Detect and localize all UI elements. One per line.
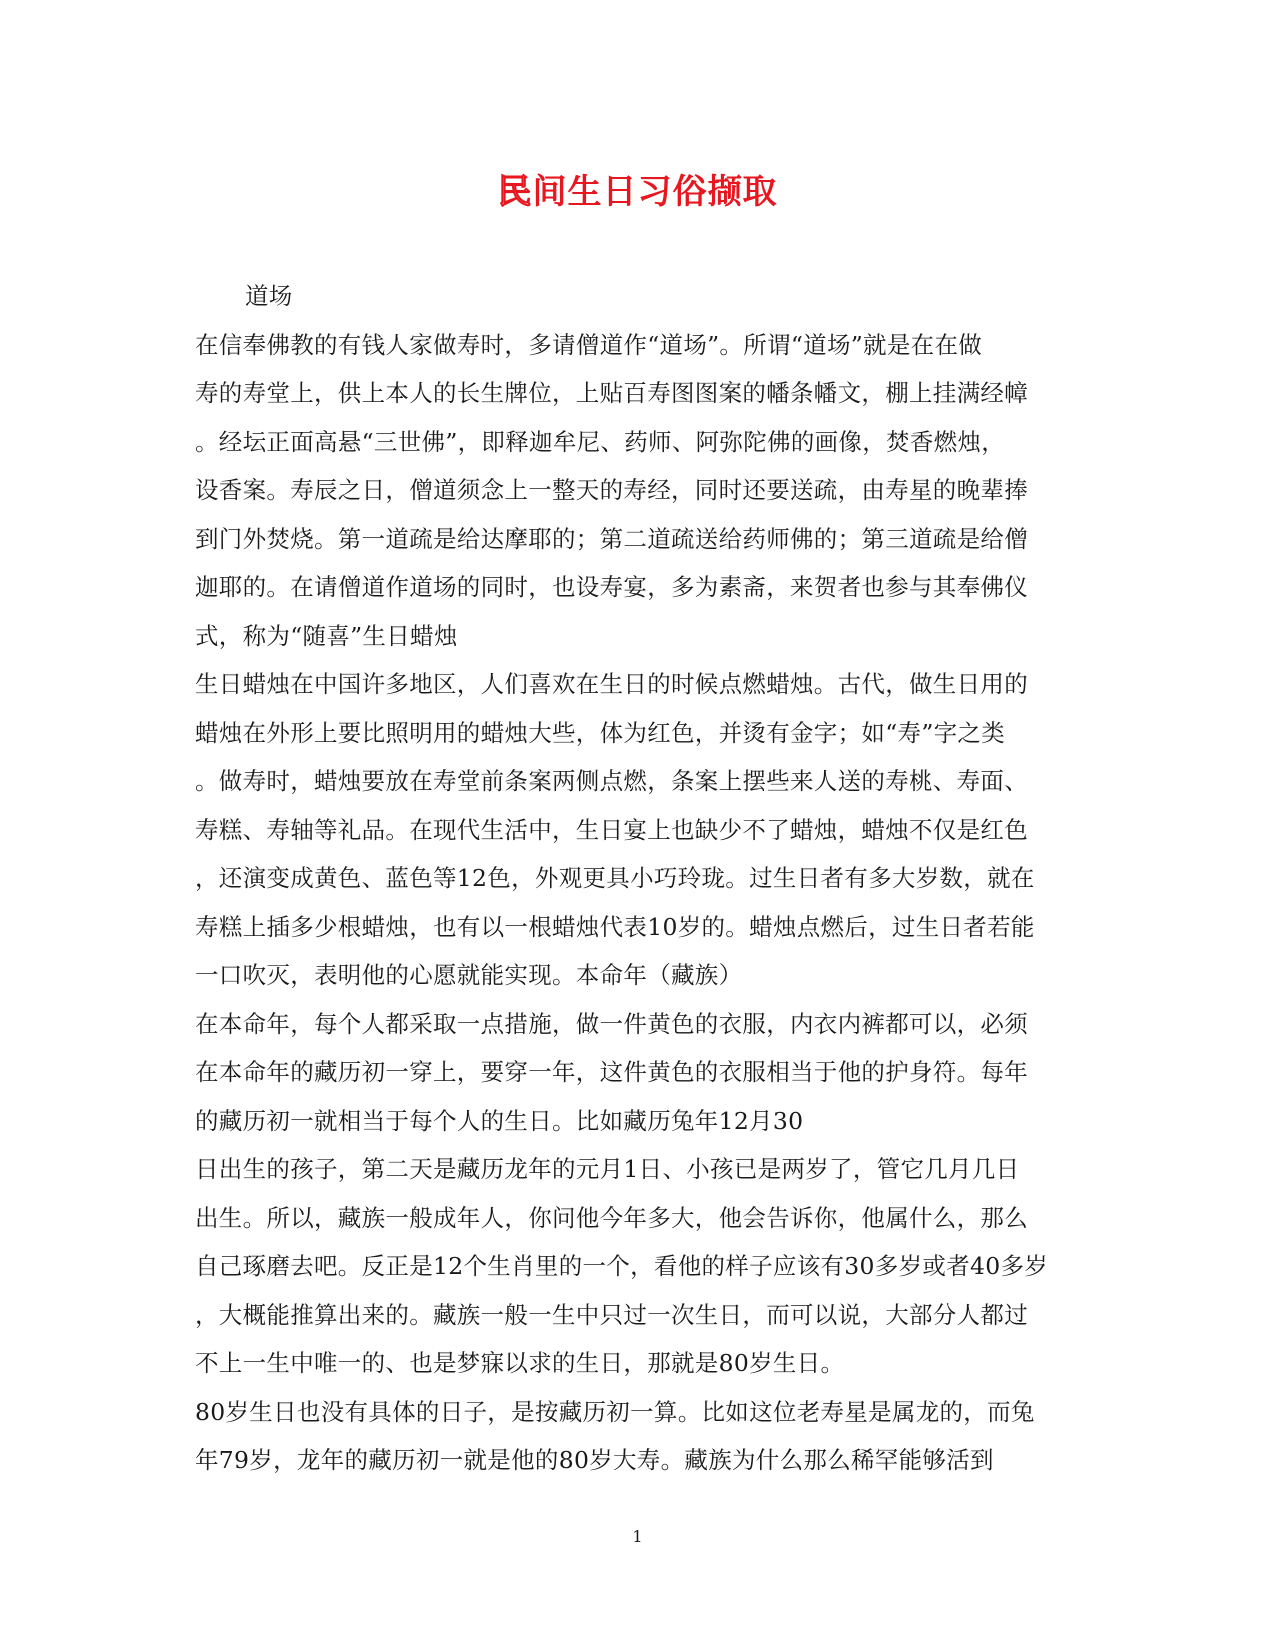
text-line: 蜡烛在外形上要比照明用的蜡烛大些，体为红色，并烫有金字；如“寿”字之类 xyxy=(195,718,1006,747)
text-line: 寿的寿堂上，供上本人的长生牌位，上贴百寿图图案的幡条幡文，棚上挂满经幛 xyxy=(195,379,1028,407)
text-line: 。经坛正面高悬“三世佛”，即释迦牟尼、药师、阿弥陀佛的画像，焚香燃烛， xyxy=(195,427,1006,456)
text-line: ，还演变成黄色、蓝色等12色，外观更具小巧玲珑。过生日者有多大岁数，就在 xyxy=(195,864,1035,892)
text-line: 寿糕上插多少根蜡烛，也有以一根蜡烛代表10岁的。蜡烛点燃后，过生日者若能 xyxy=(195,912,1035,941)
body-text xyxy=(195,272,1075,1485)
text-line: 生日蜡烛在中国许多地区，人们喜欢在生日的时候点燃蜡烛。古代，做生日用的 xyxy=(195,670,1028,698)
text-line: 迦耶的。在请僧道作道场的同时，也设寿宴，多为素斋，来贺者也参与其奉佛仪 xyxy=(195,573,1028,601)
text-line: 在本命年，每个人都采取一点措施，做一件黄色的衣服，内衣内裤都可以，必须 xyxy=(195,1009,1028,1038)
page-title xyxy=(0,170,1275,214)
title-rest: 间生日习俗撷取 xyxy=(532,172,778,212)
title-first-char: 民 xyxy=(497,172,533,212)
text-line: 式，称为“随喜”生日蜡烛 xyxy=(195,621,458,650)
text-line: 的藏历初一就相当于每个人的生日。比如藏历兔年12月30 xyxy=(195,1106,804,1135)
text-line: 在信奉佛教的有钱人家做寿时，多请僧道作“道场”。所谓“道场”就是在在做 xyxy=(195,330,983,359)
text-line: 出生。所以，藏族一般成年人，你问他今年多大，他会告诉你，他属什么，那么 xyxy=(195,1203,1028,1232)
text-line: 年79岁，龙年的藏历初一就是他的80岁大寿。藏族为什么那么稀罕能够活到 xyxy=(195,1446,994,1474)
section-heading: 道场 xyxy=(245,282,293,310)
text-line: 自己琢磨去吧。反正是12个生肖里的一个，看他的样子应该有30多岁或者40多岁 xyxy=(195,1252,1049,1280)
text-line: 一口吹灭，表明他的心愿就能实现。本命年（藏族） xyxy=(195,961,743,989)
text-line: 寿糕、寿轴等礼品。在现代生活中，生日宴上也缺少不了蜡烛，蜡烛不仅是红色 xyxy=(195,815,1028,844)
text-line: 。做寿时，蜡烛要放在寿堂前条案两侧点燃，条案上摆些来人送的寿桃、寿面、 xyxy=(195,767,1028,795)
text-line: 在本命年的藏历初一穿上，要穿一年，这件黄色的衣服相当于他的护身符。每年 xyxy=(195,1058,1028,1086)
text-line: 80岁生日也没有具体的日子，是按藏历初一算。比如这位老寿星是属龙的，而兔 xyxy=(195,1397,1035,1426)
text-line: 到门外焚烧。第一道疏是给达摩耶的；第二道疏送给药师佛的；第三道疏是给僧 xyxy=(195,524,1028,553)
text-line: 不上一生中唯一的、也是梦寐以求的生日，那就是80岁生日。 xyxy=(195,1349,845,1377)
text-line: 设香案。寿辰之日，僧道须念上一整天的寿经，同时还要送疏，由寿星的晚辈捧 xyxy=(195,476,1028,504)
text-line: ，大概能推算出来的。藏族一般一生中只过一次生日，而可以说，大部分人都过 xyxy=(195,1300,1028,1329)
page-number: 1 xyxy=(632,1527,643,1546)
text-line: 日出生的孩子，第二天是藏历龙年的元月1日、小孩已是两岁了，管它几月几日 xyxy=(195,1155,1020,1183)
